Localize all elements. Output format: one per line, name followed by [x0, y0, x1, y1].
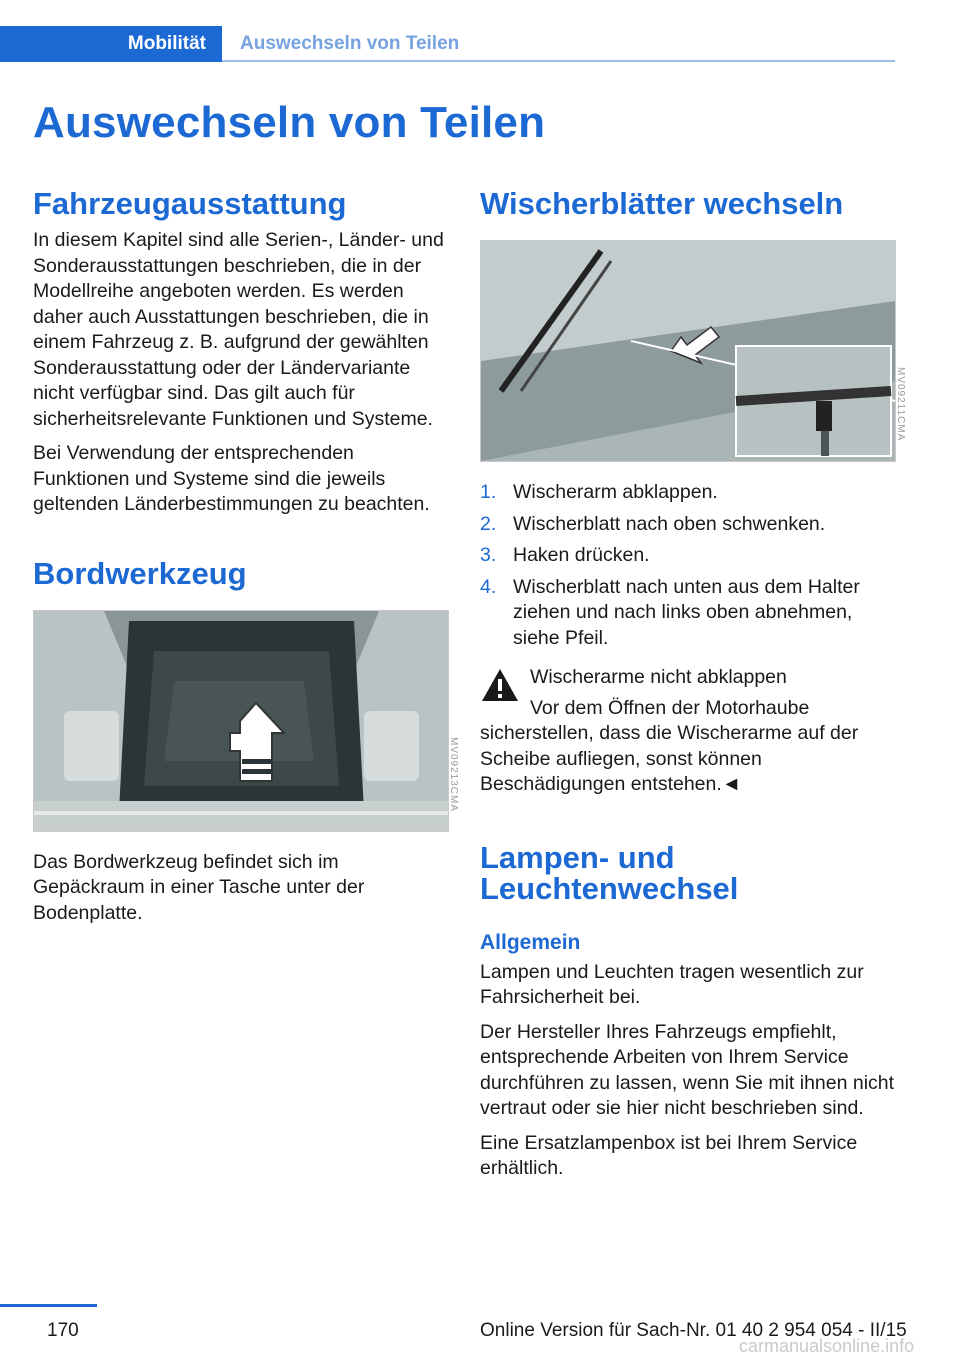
footer-rule	[0, 1304, 97, 1307]
page-title: Auswechseln von Teilen	[33, 98, 546, 147]
warning-title: Wischerarme nicht abklappen	[530, 666, 787, 688]
figure-code: MV09211CMA	[895, 367, 906, 442]
paragraph: Der Hersteller Ihres Fahrzeugs empfiehlt, entsprechende Arbeiten von Ihrem Service durchführen zu lassen, wenn Sie mit ihnen nicht vertraut oder sie hier nicht beschrieben sind.	[480, 1020, 895, 1119]
step-number: 4.	[480, 575, 497, 598]
step-number: 3.	[480, 544, 497, 566]
figure-wiper	[480, 240, 906, 462]
step-text: Wischerblatt nach oben schwenken.	[513, 512, 826, 535]
heading-lampen: Lampen- und Leuchtenwechsel	[480, 839, 739, 906]
heading-allgemein: Allgemein	[480, 930, 581, 954]
tab-auswechseln[interactable]: Auswechseln von Teilen	[240, 33, 460, 54]
list-item	[480, 575, 896, 652]
left-column	[33, 186, 459, 935]
right-column	[480, 186, 906, 1191]
warning-triangle-icon	[480, 667, 520, 703]
figure-trunk	[33, 610, 459, 832]
trunk-illustration	[34, 611, 448, 831]
heading-fahrzeugausstattung: Fahrzeugausstattung	[33, 186, 347, 221]
heading-bordwerkzeug: Bordwerkzeug	[33, 555, 247, 591]
list-item	[480, 480, 896, 506]
tab-underline	[222, 60, 895, 62]
tab-mobilitaet[interactable]: Mobilität	[0, 26, 222, 62]
paragraph: Eine Ersatzlampenbox ist bei Ihrem Service erhältlich.	[480, 1131, 858, 1179]
page-number: 170	[47, 1320, 79, 1341]
chapter-tabbar	[0, 26, 895, 62]
paragraph: Lampen und Leuchten tragen wesentlich zur Fahrsicherheit bei.	[480, 960, 864, 1008]
step-text: Haken drücken.	[513, 544, 650, 566]
figure-code: MV09213CMA	[448, 736, 459, 812]
paragraph: Das Bordwerkzeug befindet sich im Gepäckraum in einer Tasche unter der Bodenplatte.	[33, 850, 365, 924]
steps-list	[480, 480, 896, 651]
heading-wischerblaetter: Wischerblätter wechseln	[480, 186, 844, 221]
step-text: Wischerblatt nach unten aus dem Halter ziehen und nach links oben abnehmen, siehe Pfeil.	[513, 575, 860, 649]
warning-box	[480, 665, 896, 798]
step-number: 1.	[480, 481, 497, 503]
online-version-text: Online Version für Sach-Nr. 01 40 2 954 054 - II/15	[480, 1320, 907, 1341]
wiper-illustration	[481, 241, 895, 461]
step-text: Wischerarm abklappen.	[513, 481, 718, 503]
paragraph: In diesem Kapitel sind alle Serien-, Länder- und Sonderausstattungen beschrieben, die in der Modellreihe angeboten werden. Es werden daher auch Ausstattungen beschrieben, die in einem Fahrzeug z. B. aufgrund der gewählten Sonderausstattung oder der Ländervariante nicht verfügbar sind. Das gilt auch für sicherheitsrelevante Funktionen und Systeme.	[33, 229, 444, 430]
list-item	[480, 512, 896, 538]
watermark: carmanualsonline.info	[739, 1336, 915, 1356]
warning-text: Vor dem Öffnen der Motorhaube sicherstellen, dass die Wischerarme auf der Scheibe aufliegen, sonst können Beschädigungen entstehen.◄	[480, 696, 859, 795]
list-item	[480, 543, 896, 569]
paragraph: Bei Verwendung der entsprechenden Funktionen und Systeme sind die jeweils geltenden Länderbestimmungen zu beachten.	[33, 442, 430, 515]
step-number: 2.	[480, 512, 497, 535]
